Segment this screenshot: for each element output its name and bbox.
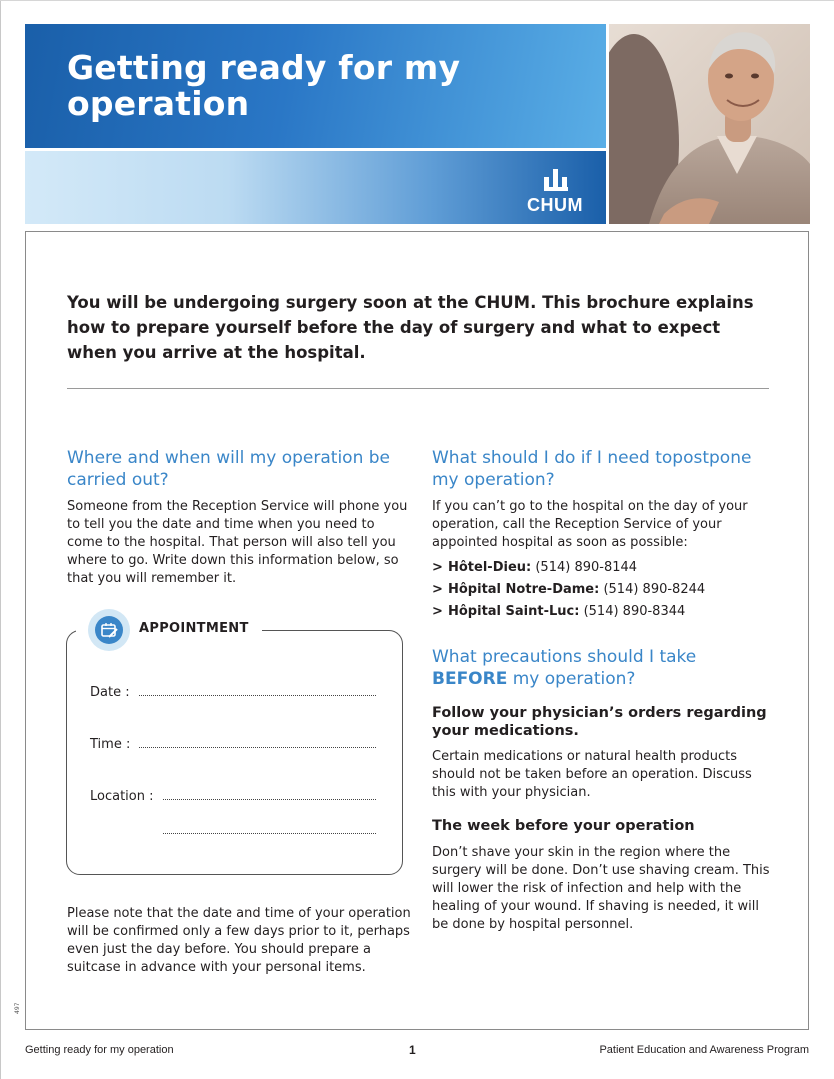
page-title-line1: Getting ready for my <box>67 48 461 87</box>
list-item <box>432 601 792 623</box>
hospital-contact-list <box>432 557 792 623</box>
time-field[interactable] <box>139 747 376 748</box>
header-gradient-band <box>25 151 606 224</box>
confirmation-note: Please note that the date and time of your operation will be confirmed only a few days prior to it, perhaps even just the day before. You should prepare a suitcase in advance with your personal items. <box>67 906 411 975</box>
hospital-phone: (514) 890-8344 <box>583 604 686 619</box>
page-title <box>67 50 587 122</box>
footer-program: Patient Education and Awareness Program <box>599 1044 809 1056</box>
orders-heading: Follow your physician’s orders regarding your medications. <box>432 705 767 739</box>
chevron-right-icon: > <box>432 582 443 597</box>
where-when-heading: Where and when will my operation be carried out? <box>67 448 390 490</box>
chum-logo-text: CHUM <box>527 195 583 215</box>
hospital-name: Hôpital Saint-Luc: <box>448 604 580 619</box>
chum-logo-icon <box>544 169 568 191</box>
precautions-heading-line2: my operation? <box>507 669 636 689</box>
divider <box>67 388 769 389</box>
page-title-line2: operation <box>67 84 250 123</box>
page-edge-left <box>0 0 1 1079</box>
week-before-paragraph: Don’t shave your skin in the region where the surgery will be done. Don’t use shaving cream. This will lower the risk of infection and help with the healing of your wound. If shaving is needed, it will be done by hospital personnel. <box>432 845 770 932</box>
chevron-right-icon: > <box>432 560 443 575</box>
patient-photo-illustration <box>609 24 810 224</box>
week-before-heading: The week before your operation <box>432 818 695 834</box>
date-label: Date : <box>90 685 130 700</box>
appointment-title: APPOINTMENT <box>139 621 249 636</box>
postpone-paragraph: If you can’t go to the hospital on the day of your operation, call the Reception Service of your appointed hospital as soon as possible: <box>432 499 748 550</box>
precautions-heading <box>432 646 777 690</box>
list-item <box>432 579 792 601</box>
page-number: 1 <box>409 1043 416 1057</box>
calendar-icon-inner <box>95 616 123 644</box>
where-when-paragraph: Someone from the Reception Service will phone you to tell you the date and time when you need to come to the hospital. That person will also tell you where to go. Write down this information below, so that you will remember it. <box>67 499 408 586</box>
precautions-heading-line1: What precautions should I take <box>432 647 697 667</box>
time-label: Time : <box>90 737 131 752</box>
orders-paragraph: Certain medications or natural health products should not be taken before an operation. Discuss this with your physician. <box>432 749 752 800</box>
intro-text: You will be undergoing surgery soon at the CHUM. This brochure explains how to prepare yourself before the day of surgery and what to expect when you arrive at the hospital. <box>67 293 754 362</box>
list-item <box>432 557 792 579</box>
document-code: 497 <box>14 1002 21 1014</box>
hospital-phone: (514) 890-8144 <box>535 560 638 575</box>
location-field[interactable] <box>163 799 376 800</box>
header-banner <box>25 24 606 148</box>
location-field-line2[interactable] <box>163 833 376 834</box>
date-field[interactable] <box>139 695 376 696</box>
postpone-heading: What should I do if I need topostpone my operation? <box>432 448 752 490</box>
hospital-phone: (514) 890-8244 <box>603 582 706 597</box>
page-edge-top <box>0 0 834 1</box>
footer-title: Getting ready for my operation <box>25 1044 174 1056</box>
patient-photo <box>609 24 810 224</box>
chevron-right-icon: > <box>432 604 443 619</box>
hospital-name: Hôpital Notre-Dame: <box>448 582 600 597</box>
calendar-pen-glyph <box>95 616 123 644</box>
location-label: Location : <box>90 789 154 804</box>
hospital-name: Hôtel-Dieu: <box>448 560 532 575</box>
precautions-heading-emphasis: BEFORE <box>432 669 508 689</box>
chum-logo <box>525 169 585 215</box>
